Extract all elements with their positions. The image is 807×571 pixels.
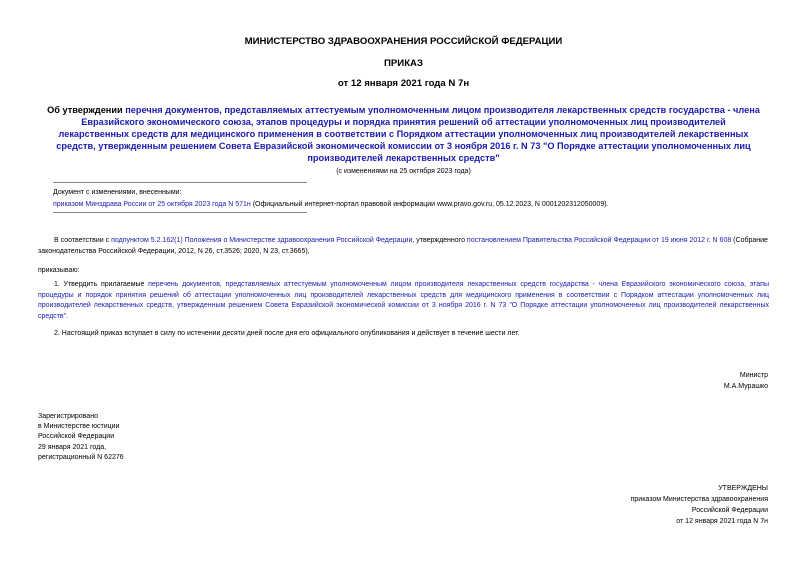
approval-line: УТВЕРЖДЕНЫ [718,485,768,492]
item-1-text-2: . [66,312,69,320]
document-title [46,104,761,164]
registration-line: регистрационный N 62276 [38,453,124,461]
divider-top [53,182,307,183]
signature-name: М.А.Мурашко [723,383,768,390]
title-prefix: Об утверждении [47,105,126,115]
title-link[interactable]: перечня документов, представляемых аттестуемым уполномоченным лицом производителя лекарственных средств государства - члена Евразийского экономического союза, этапов процедуры и порядка принятия решений об аттестации уполномоченных лиц производителей лекарственных средств для медицинского применения в соответствии с Порядком аттестации уполномоченных лиц производителей лекарственных средств, утвержденным решением Совета Евразийской экономической комиссии от 3 ноября 2016 г. N 73 "О Порядке аттестации уполномоченных лиц производителей лекарственных средств" [56,105,760,163]
registration-line: Российской Федерации [38,433,115,441]
ministry-heading: МИНИСТЕРСТВО ЗДРАВООХРАНЕНИЯ РОССИЙСКОЙ ФЕДЕРАЦИИ [244,36,563,47]
doc-changes-block [53,187,753,210]
doc-changes-suffix: (Официальный интернет-портал правовой информации www.pravo.gov.ru, 05.12.2023, N 0001202312050009). [250,201,609,208]
item-2: 2. Настоящий приказ вступает в силу по истечении десяти дней после дня его официального опубликования и действует в течение шести лет. [54,330,520,337]
order-word: приказываю: [38,267,80,274]
signature-block [724,370,768,392]
doc-changes-link[interactable]: приказом Минздрава России от 25 октября 2023 года N 571н [53,201,251,208]
doc-type-heading: ПРИКАЗ [384,58,423,69]
preamble [38,236,769,257]
approval-block [631,483,768,527]
registration-line: 29 января 2021 года, [38,443,107,451]
preamble-text-3: (Собрание законодательства Российской Федерации, 2012, N 26, ст.3526; 2020, N 23, ст.3665), [38,237,768,255]
doc-changes-label: Документ с изменениями, внесенными: [53,189,182,196]
approval-line: Российской Федерации [691,507,768,514]
changes-note: (с изменениями на 25 октября 2023 года) [336,168,471,175]
preamble-text-1: В соответствии с [54,237,112,244]
preamble-link-1[interactable]: подпунктом 5.2.162(1) Положения о Министерстве здравоохранения Российской Федерации [111,237,413,244]
item-1 [38,280,769,322]
divider-bottom [53,212,307,213]
doc-changes-line [53,199,753,210]
preamble-text-2: , утвержденного [412,237,467,244]
registration-line: Зарегистрировано [38,413,98,420]
item-1-link[interactable]: перечень документов, представляемых аттестуемым уполномоченным лицом производителя лекарственных средств государства - члена Евразийского экономического союза, этапы процедуры и порядок принятия решений об аттестации уполномоченных лиц производителей лекарственных средств для медицинского применения в соответствии с Порядком аттестации уполномоченных лиц производителей лекарственных средств, утвержденным решением Совета Евразийской экономической комиссии от 3 ноября 2016 г. N 73 "О Порядке аттестации уполномоченных лиц производителей лекарственных средств" [38,281,769,320]
approval-line: от 12 января 2021 года N 7н [676,518,768,525]
approval-line: приказом Министерства здравоохранения [630,496,768,503]
preamble-link-2[interactable]: постановлением Правительства Российской Федерации от 19 июня 2012 г. N 608 [466,237,732,244]
registration-block [38,412,124,463]
signature-position: Министр [739,372,768,379]
registration-line: в Министерстве юстиции [38,423,120,431]
date-number-heading: от 12 января 2021 года N 7н [337,78,470,89]
item-1-text-1: 1. Утвердить прилагаемые [54,281,149,288]
